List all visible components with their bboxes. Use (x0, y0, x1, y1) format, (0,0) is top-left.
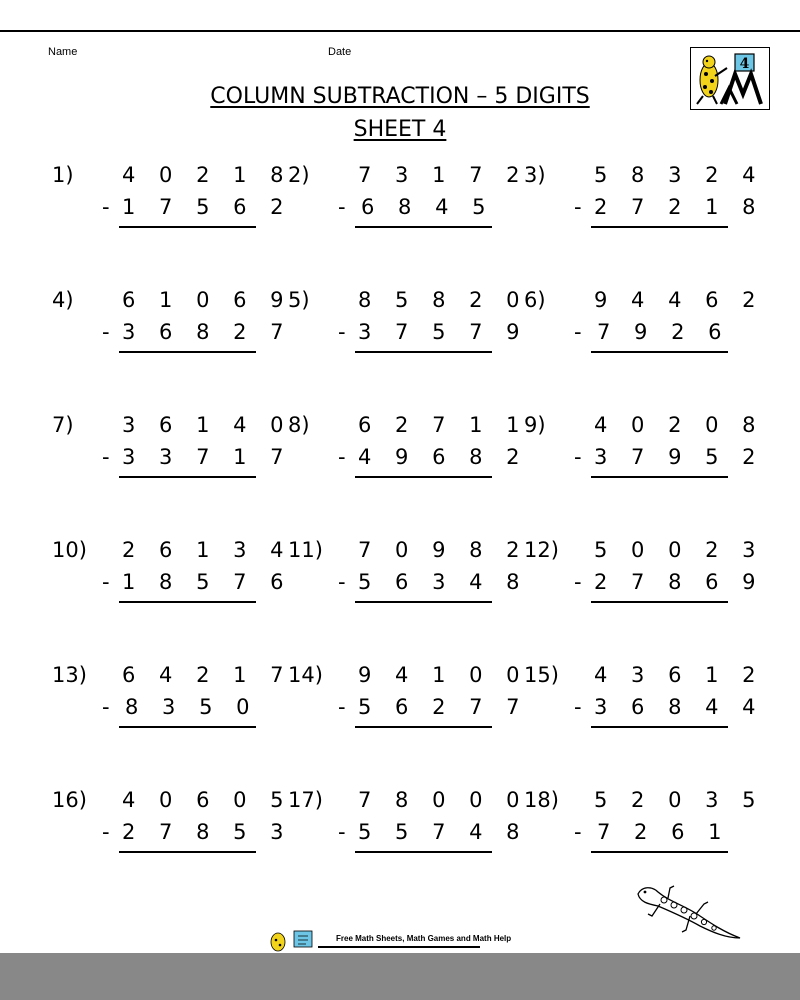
subtraction-problem (52, 288, 293, 369)
subtraction-problem (288, 413, 529, 494)
subtrahend: 4 9 6 8 2 (358, 445, 529, 469)
problem-number: 17) (288, 788, 323, 812)
minuend: 4 0 6 0 5 (122, 788, 293, 812)
subtraction-problem (288, 538, 529, 619)
minus-sign: - (338, 695, 346, 719)
problem-number: 14) (288, 663, 323, 687)
subtrahend: 6 8 4 5 (361, 195, 494, 219)
subtraction-problem (52, 413, 293, 494)
minus-sign: - (338, 820, 346, 844)
minuend: 5 0 0 2 3 (594, 538, 765, 562)
subtrahend: 2 7 8 6 9 (594, 570, 765, 594)
footer-text: Free Math Sheets, Math Games and Math Help (336, 934, 512, 943)
answer-line (591, 476, 728, 478)
answer-line (355, 351, 492, 353)
subtrahend: 7 9 2 6 (597, 320, 730, 344)
minuend: 5 2 0 3 5 (594, 788, 765, 812)
answer-line (355, 726, 492, 728)
problem-number: 10) (52, 538, 87, 562)
subtrahend: 3 7 5 7 9 (358, 320, 529, 344)
answer-line (119, 351, 256, 353)
subtraction-problem (524, 538, 765, 619)
subtrahend: 2 7 8 5 3 (122, 820, 293, 844)
minus-sign: - (102, 195, 110, 219)
minus-sign: - (102, 695, 110, 719)
subtraction-problem (288, 663, 529, 744)
answer-line (119, 476, 256, 478)
subtrahend: 2 7 2 1 8 (594, 195, 765, 219)
answer-line (591, 601, 728, 603)
top-rule (0, 30, 800, 32)
minus-sign: - (574, 195, 582, 219)
minus-sign: - (102, 445, 110, 469)
problem-number: 12) (524, 538, 559, 562)
problem-number: 8) (288, 413, 310, 437)
subtrahend: 8 3 5 0 (125, 695, 258, 719)
subtrahend: 1 7 5 6 2 (122, 195, 293, 219)
minus-sign: - (574, 820, 582, 844)
worksheet-subtitle: SHEET 4 (353, 117, 447, 142)
problem-number: 13) (52, 663, 87, 687)
answer-line (119, 226, 256, 228)
worksheet-title: COLUMN SUBTRACTION – 5 DIGITS (210, 84, 590, 109)
problem-number: 11) (288, 538, 323, 562)
subtrahend: 5 5 7 4 8 (358, 820, 529, 844)
subtraction-problem (524, 788, 765, 869)
answer-line (591, 351, 728, 353)
subtraction-problem (52, 538, 293, 619)
minuend: 4 0 2 0 8 (594, 413, 765, 437)
minus-sign: - (574, 320, 582, 344)
minuend: 9 4 1 0 0 (358, 663, 529, 687)
minus-sign: - (338, 570, 346, 594)
minuend: 7 8 0 0 0 (358, 788, 529, 812)
subtraction-problem (288, 163, 529, 244)
subtraction-problem (52, 788, 293, 869)
subtrahend: 1 8 5 7 6 (122, 570, 293, 594)
answer-line (355, 226, 492, 228)
subtrahend: 5 6 3 4 8 (358, 570, 529, 594)
minuend: 3 6 1 4 0 (122, 413, 293, 437)
minuend: 6 4 2 1 7 (122, 663, 293, 687)
problem-number: 5) (288, 288, 310, 312)
answer-line (119, 601, 256, 603)
minuend: 6 1 0 6 9 (122, 288, 293, 312)
footer-logo-icon (268, 928, 316, 952)
subtrahend: 3 3 7 1 7 (122, 445, 293, 469)
subtraction-problem (52, 163, 293, 244)
minus-sign: - (338, 445, 346, 469)
subtraction-problem (524, 288, 765, 369)
answer-line (355, 851, 492, 853)
subtraction-problem (52, 663, 293, 744)
minuend: 9 4 4 6 2 (594, 288, 765, 312)
minuend: 4 3 6 1 2 (594, 663, 765, 687)
subtraction-problem (524, 413, 765, 494)
minus-sign: - (338, 320, 346, 344)
logo-number: 4 (739, 56, 750, 72)
problem-number: 4) (52, 288, 74, 312)
minus-sign: - (102, 570, 110, 594)
minuend: 7 0 9 8 2 (358, 538, 529, 562)
minus-sign: - (574, 570, 582, 594)
minuend: 2 6 1 3 4 (122, 538, 293, 562)
math-salamanders-logo (690, 47, 770, 110)
problem-number: 16) (52, 788, 87, 812)
subtrahend: 3 6 8 4 4 (594, 695, 765, 719)
answer-line (591, 226, 728, 228)
subtrahend: 3 7 9 5 2 (594, 445, 765, 469)
minus-sign: - (102, 820, 110, 844)
answer-line (591, 851, 728, 853)
problem-number: 6) (524, 288, 546, 312)
answer-line (119, 726, 256, 728)
problem-number: 7) (52, 413, 74, 437)
problem-number: 2) (288, 163, 310, 187)
subtrahend: 3 6 8 2 7 (122, 320, 293, 344)
subtraction-problem (288, 288, 529, 369)
footer-rule (318, 946, 480, 948)
answer-line (591, 726, 728, 728)
answer-line (119, 851, 256, 853)
subtrahend: 5 6 2 7 7 (358, 695, 529, 719)
bottom-gray-band (0, 953, 800, 1000)
subtraction-problem (524, 163, 765, 244)
problem-number: 15) (524, 663, 559, 687)
subtraction-problem (288, 788, 529, 869)
subtrahend: 7 2 6 1 (597, 820, 730, 844)
minus-sign: - (102, 320, 110, 344)
subtraction-problem (524, 663, 765, 744)
minuend: 8 5 8 2 0 (358, 288, 529, 312)
answer-line (355, 476, 492, 478)
problem-number: 3) (524, 163, 546, 187)
minuend: 4 0 2 1 8 (122, 163, 293, 187)
salamander-icon (630, 880, 745, 945)
minus-sign: - (338, 195, 346, 219)
answer-line (355, 601, 492, 603)
problem-number: 9) (524, 413, 546, 437)
name-label: Name (48, 46, 78, 58)
minus-sign: - (574, 445, 582, 469)
minuend: 6 2 7 1 1 (358, 413, 529, 437)
problem-number: 18) (524, 788, 559, 812)
problem-number: 1) (52, 163, 74, 187)
minuend: 5 8 3 2 4 (594, 163, 765, 187)
minuend: 7 3 1 7 2 (358, 163, 529, 187)
date-label: Date (328, 46, 352, 58)
minus-sign: - (574, 695, 582, 719)
